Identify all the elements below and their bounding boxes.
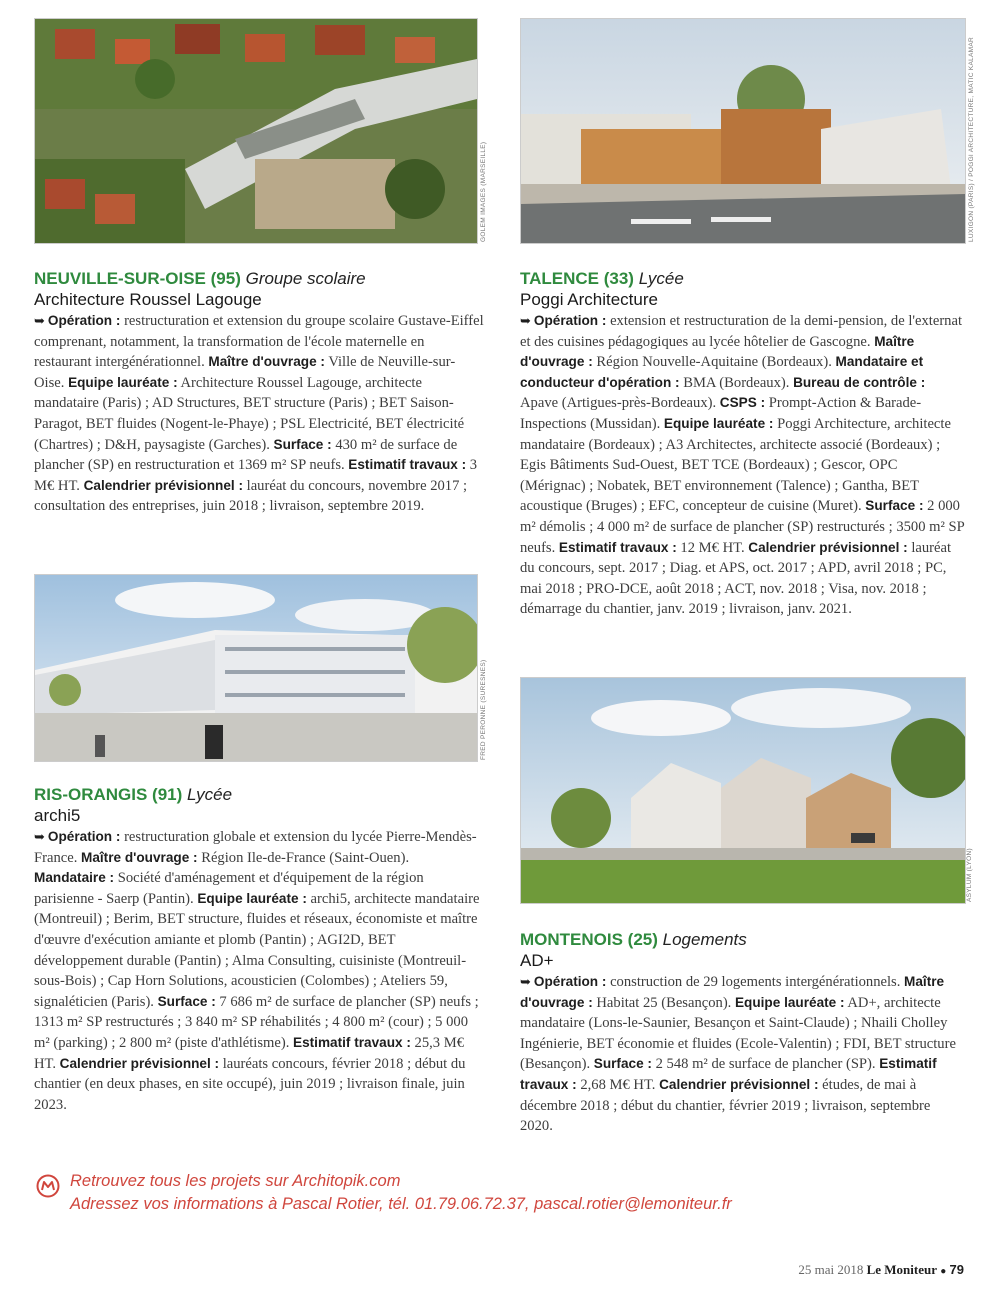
project-type: Logements [662,930,747,949]
project-neuville [34,268,484,517]
photo-credit-neuville: GOLEM IMAGES (MARSEILLE) [480,141,487,242]
photo-montenois [520,677,966,904]
photo-ris-orangis [34,574,478,762]
project-location: NEUVILLE-SUR-OISE (95) [34,269,241,288]
project-architect: archi5 [34,806,81,825]
photo-talence [520,18,966,244]
project-type: Lycée [638,269,684,288]
moniteur-logo-icon [36,1174,60,1198]
project-description: ➥ Opération : construction de 29 logements intergénérationnels. Maître d'ouvrage : Habitat 25 (Besançon). Equipe lauréate : AD+, architecte mandataire (Lons-le-Saunier, Besançon et Saint-Claude) ; Nhaili Cholley Ingénierie, BET économie et fluides (Ecole-Valentin) ; FDI, BET structure (Besançon). Surface : 2 548 m² de surface de plancher (SP). Estimatif travaux : 2,68 M€ HT. Calendrier prévisionnel : études, de mai à décembre 2018 ; début du chantier, février 2019 ; livraison, septembre 2020. [520,974,956,1135]
arrow-right-icon: ➥ [34,313,45,328]
project-title [34,784,484,805]
project-ris-orangis [34,784,484,1115]
project-title [34,268,484,289]
photo-credit-montenois: ASYLUM (LYON) [966,848,973,902]
project-type: Lycée [187,785,233,804]
page-folio [798,1262,964,1278]
arrow-right-icon: ➥ [34,829,45,844]
project-description: ➥ Opération : restructuration globale et extension du lycée Pierre-Mendès-France. Maître d'ouvrage : Région Ile-de-France (Saint-Ouen). Mandataire : Société d'aménagement et d'équipement de la région parisienne - Saerp (Pantin). Equipe lauréate : archi5, architecte mandataire (Montreuil) ; Berim, BET structure, fluides et réseaux, économiste et maître d'œuvre d'exécution amiante et plomb (Pantin) ; AGI2D, BET développement durable (Pantin) ; Alma Consulting, cuisiniste (Montreuil-sous-Bois) ; Cap Horn Solutions, acousticien (Colombes) ; Ateliers 59, signaléticien (Paris). Surface : 7 686 m² de surface de plancher (SP) neufs ; 1313 m² SP restructurés ; 3 840 m² SP réhabilités ; 4 800 m² (cour) ; 5 000 m² (parking) ; 2 800 m² (piste d'athlétisme). Estimatif travaux : 25,3 M€ HT. Calendrier prévisionnel : lauréats concours, février 2018 ; début du chantier (en deux phases, en site occupé), juin 2019 ; livraison finale, juin 2023. [34,829,480,1113]
project-description: ➥ Opération : extension et restructuration de la demi-pension, de l'externat et des cuisines pédagogiques au lycée hôtelier de Gascogne. Maître d'ouvrage : Région Nouvelle-Aquitaine (Bordeaux). Mandataire et conducteur d'opération : BMA (Bordeaux). Bureau de contrôle : Apave (Artigues-près-Bordeaux). CSPS : Prompt-Action & Barade-Inspections (Mussidan). Equipe lauréate : Poggi Architecture, architecte mandataire (Bordeaux) ; A3 Architectes, architecte associé (Bordeaux) ; Egis Bâtiments Sud-Ouest, BET TCE (Bordeaux) ; Gescor, OPC (Mérignac) ; Nobatek, BET environnement (Talence) ; Gantha, BET acoustique (Bruges) ; EFC, concepteur de cuisine (Muret). Surface : 2 000 m² démolis ; 4 000 m² de surface de plancher (SP) restructurés ; 3500 m² SP neufs. Estimatif travaux : 12 M€ HT. Calendrier prévisionnel : lauréat du concours, sept. 2017 ; Diag. et APS, oct. 2017 ; APD, avril 2018 ; PC, mai 2018 ; PRO-DCE, août 2018 ; ACT, nov. 2018 ; Visa, nov. 2018 ; démarrage du chantier, janv. 2019 ; livraison, janv. 2021. [520,313,965,618]
footer-link-architopik[interactable]: Retrouvez tous les projets sur Architopik.com [70,1172,401,1190]
photo-credit-ris-orangis: FRED PERONNE (SURESNES) [480,659,487,760]
issue-date: 25 mai 2018 [798,1262,864,1277]
project-architect: AD+ [520,951,554,970]
project-title [520,268,965,289]
project-architect: Poggi Architecture [520,290,658,309]
project-location: TALENCE (33) [520,269,634,288]
photo-credit-talence: LUXIGON (PARIS) / POGGI ARCHITECTURE, MATIC KALAMAR [968,36,975,242]
project-description: ➥ Opération : restructuration et extension du groupe scolaire Gustave-Eiffel comprenant, notamment, la transformation de l'école maternelle en restaurant intergénérationnel. Maître d'ouvrage : Ville de Neuville-sur-Oise. Equipe lauréate : Architecture Roussel Lagouge, architecte mandataire (Paris) ; AD Structures, BET structure (Paris) ; BET Saison-Paragot, BET fluides (Nogent-le-Phaye) ; PSL Electricité, BET électricité (Chartres) ; D&H, paysagiste (Garches). Surface : 430 m² de surface de plancher (SP) en restructuration et 1369 m² SP neufs. Estimatif travaux : 3 M€ HT. Calendrier prévisionnel : lauréat du concours, novembre 2017 ; consultation des entreprises, juin 2018 ; livraison, septembre 2019. [34,313,484,515]
footer-note [36,1170,732,1216]
project-location: RIS-ORANGIS (91) [34,785,183,804]
page-number: 79 [949,1262,964,1277]
arrow-right-icon: ➥ [520,313,531,328]
project-location: MONTENOIS (25) [520,930,658,949]
project-title [520,929,965,950]
bullet-icon: ● [940,1266,947,1277]
magazine-name: Le Moniteur [866,1262,937,1277]
project-architect: Architecture Roussel Lagouge [34,290,262,309]
photo-neuville [34,18,478,244]
project-type: Groupe scolaire [245,269,366,288]
project-montenois [520,929,965,1137]
arrow-right-icon: ➥ [520,974,531,989]
project-talence [520,268,965,620]
footer-contact[interactable]: Adressez vos informations à Pascal Rotier, tél. 01.79.06.72.37, pascal.rotier@lemoniteur.fr [70,1195,732,1213]
